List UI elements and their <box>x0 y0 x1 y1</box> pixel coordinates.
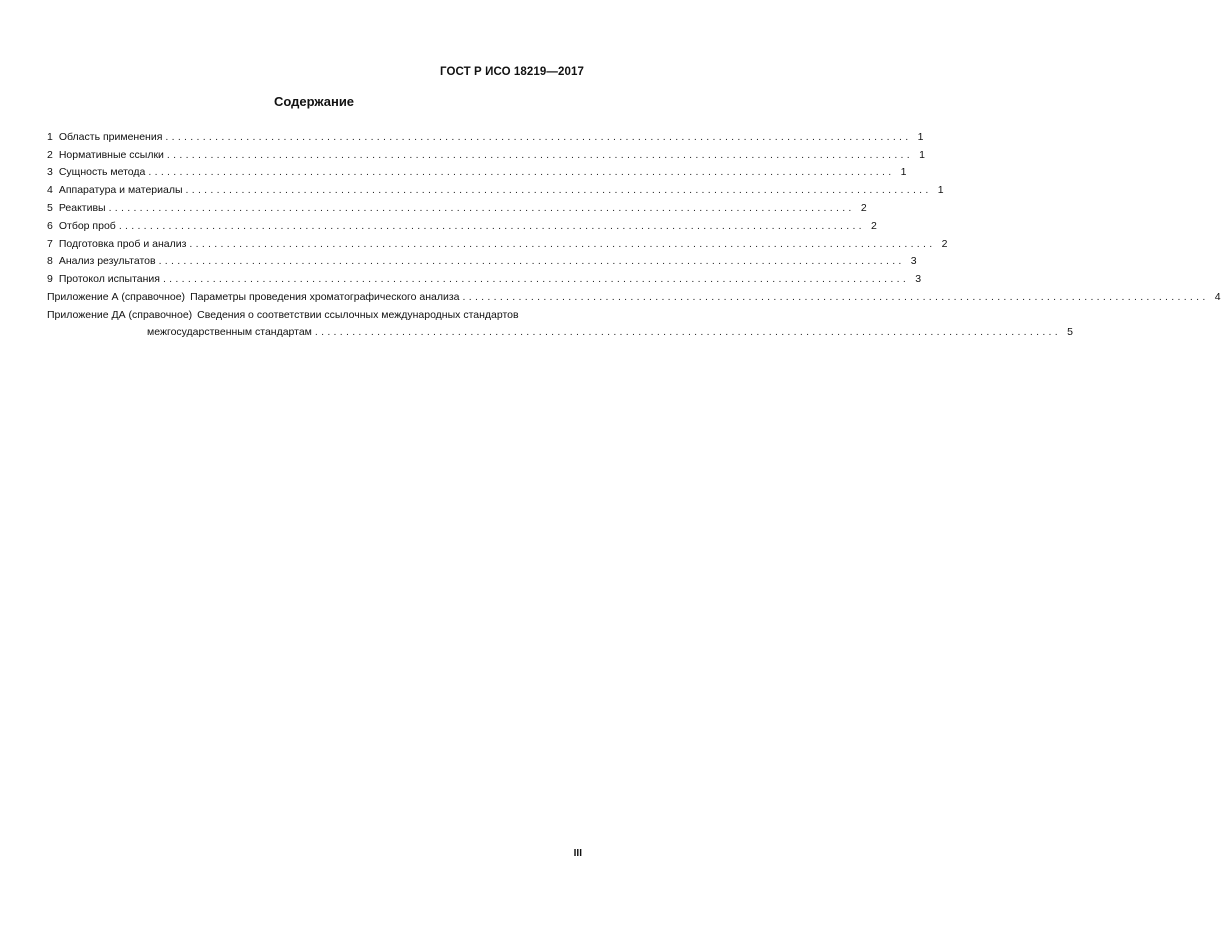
toc-entry-label: Анализ результатов <box>58 255 156 268</box>
toc-entry-page: 2 <box>941 237 948 250</box>
toc-entry-label: Отбор проб <box>58 219 116 232</box>
toc-entry-number: 2 <box>47 148 53 161</box>
toc-entry-6[interactable] <box>47 214 877 232</box>
toc-entry-2[interactable] <box>47 143 925 161</box>
leader-dots: ........................................................................................................................ <box>314 325 1061 338</box>
appendix-title-line2: межгосударственным стандартам <box>147 325 312 338</box>
toc-entry-9[interactable] <box>47 267 922 286</box>
leader-dots: ........................................................................................................................ <box>118 219 865 232</box>
toc-entry-page: 1 <box>937 184 944 197</box>
toc-entry-3[interactable] <box>47 161 907 179</box>
appendix-continuation-line <box>47 321 1073 338</box>
toc-entry-1[interactable] <box>47 125 924 143</box>
leader-dots: ........................................................................................................................ <box>165 130 912 143</box>
toc-entry-page: 1 <box>919 148 925 161</box>
leader-dots: ........................................................................................................................ <box>158 255 905 268</box>
leader-dots: ........................................................................................................................ <box>166 148 913 161</box>
toc-entry-label: Нормативные ссылки <box>58 148 164 161</box>
toc-entry-number: 8 <box>47 255 53 268</box>
leader-dots: ........................................................................................................................ <box>148 166 895 179</box>
toc-appendix-label <box>47 291 460 303</box>
toc-entry-label: Сущность метода <box>58 166 146 179</box>
toc-title: Содержание <box>273 94 355 109</box>
toc-entry-page: 3 <box>910 255 917 268</box>
document-code: ГОСТ Р ИСО 18219—2017 <box>439 66 584 78</box>
toc-entry-label: Область применения <box>58 130 163 143</box>
toc-entry-page: 4 <box>1214 290 1221 303</box>
toc-entry-page: 3 <box>915 273 922 286</box>
toc-entry-number: 7 <box>47 237 53 250</box>
toc-entry-7[interactable] <box>47 232 948 250</box>
appendix-first-line <box>47 303 584 321</box>
toc-appendix-da[interactable] <box>47 303 1073 338</box>
toc-entry-8[interactable] <box>47 250 917 268</box>
toc-entry-page: 5 <box>1067 325 1073 338</box>
appendix-prefix: Приложение А (справочное) <box>47 290 186 303</box>
toc-entry-page: 2 <box>871 219 877 232</box>
leader-dots: ........................................................................................................................ <box>185 184 932 197</box>
toc-entry-page: 1 <box>900 166 907 179</box>
toc-entry-number: 3 <box>47 166 53 179</box>
toc-entry-number: 5 <box>47 201 53 214</box>
appendix-title: Параметры проведения хроматографического анализа <box>190 290 460 303</box>
toc-entry-label: Аппаратура и материалы <box>58 184 183 197</box>
appendix-prefix: Приложение ДА (справочное) <box>47 308 193 321</box>
page-number: III <box>573 848 582 859</box>
toc-entry-page: 2 <box>860 201 867 214</box>
toc-entry-number: 4 <box>47 184 53 197</box>
leader-dots: ........................................................................................................................ <box>108 201 855 214</box>
toc-appendix-a[interactable] <box>47 285 1221 303</box>
table-of-contents <box>47 125 1221 338</box>
toc-entry-4[interactable] <box>47 178 944 197</box>
toc-entry-label: Реактивы <box>58 201 106 214</box>
toc-entry-label: Подготовка проб и анализ <box>58 237 187 250</box>
toc-entry-number: 9 <box>47 273 53 286</box>
toc-entry-page: 1 <box>917 130 924 143</box>
appendix-title-line1: Сведения о соответствии ссылочных международных стандартов <box>197 308 519 321</box>
leader-dots: ........................................................................................................................ <box>462 290 1209 303</box>
leader-dots: ........................................................................................................................ <box>189 237 936 250</box>
leader-dots: ........................................................................................................................ <box>162 273 910 286</box>
toc-entry-label: Протокол испытания <box>58 273 160 286</box>
toc-entry-5[interactable] <box>47 196 867 214</box>
toc-entry-number: 1 <box>47 130 53 143</box>
toc-entry-number: 6 <box>47 219 53 232</box>
